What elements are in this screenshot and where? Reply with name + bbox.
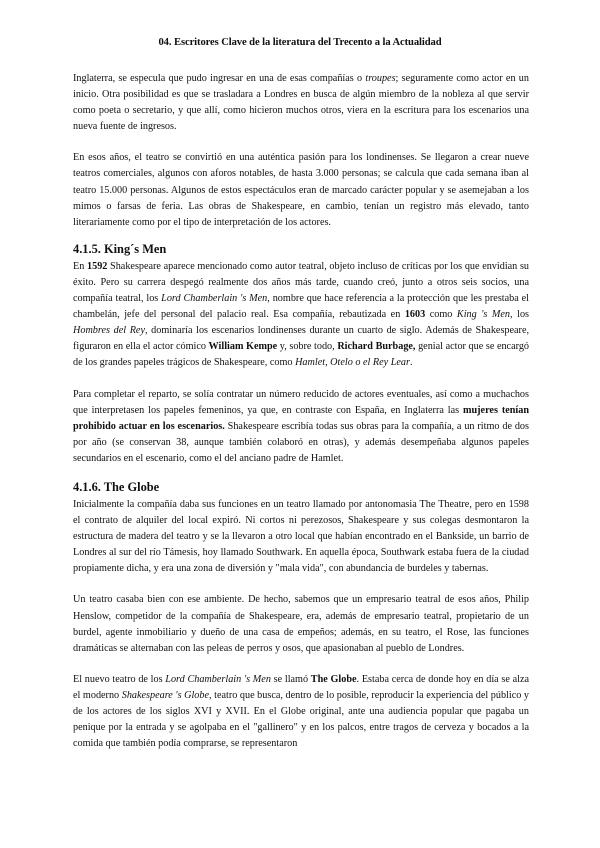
document-body bbox=[73, 71, 529, 752]
paragraph-theatre-passion: En esos años, el teatro se convirtió en una auténtica pasión para los londinenses. Se llegaron a crear nueve teatros comerciales, algunos con aforos notables, de hasta 3.000 personas; se calcula que cada semana iban al teatro 15.000 personas. Algunos de estos espectáculos eran de marcado carácter popular y se asemejaban a los mimos o farsas de feria. Las obras de Shakespeare, en cambio, tenían un registro más elevado, tanto literariamente como por el tipo de interpretación de los actores. bbox=[73, 152, 529, 228]
section-heading-kings-men: 4.1.5. King´s Men bbox=[73, 241, 167, 256]
paragraph-henslow: Un teatro casaba bien con ese ambiente. De hecho, sabemos que un empresario teatral de esos años, Philip Henslow, competidor de la compañía de Shakespeare, era, además de empresario teatral, propietario de un burdel, agente inmobiliario y dueño de una casa de empeños; además, en su teatro, el Rose, las funciones dramáticas se alternaban con las peleas de perros y osos, que apasionaban al pueblo de Londres. bbox=[73, 594, 529, 654]
page-header: 04. Escritores Clave de la literatura del Trecento a la Actualidad bbox=[158, 37, 442, 48]
section-heading-globe: 4.1.6. The Globe bbox=[73, 479, 160, 494]
paragraph-cast: Para completar el reparto, se solía contratar un número reducido de actores eventuales, así como a muchachos que interpretasen los papeles femeninos, ya que, en contraste con España, en Inglaterra las mujeres tenían prohibido actuar en los escenarios. Shakespeare escribía todas sus obras para la compañía, a un ritmo de dos por año (se conservan 38, aunque también colaboró en otras), y además desempeñaba algunos papeles secundarios en el escenario, como el del anciano padre de Hamlet. bbox=[73, 388, 529, 464]
paragraph-the-globe: El nuevo teatro de los Lord Chamberlain 's Men se llamó The Globe. Estaba cerca de donde hoy en día se alza el moderno Shakespeare 's Globe, teatro que busca, dentro de lo posible, reproducir la experiencia del público y de los actores de los siglos XVI y XVII. En el Globe original, ante una audiencia popular que pagaba un penique por la entrada y se agolpaba en el "gallinero" y en los palcos, entre tragos de cerveza y bocados a la comida que también podía comprarse, se representaron bbox=[73, 673, 530, 750]
paragraph-kings-men-company: En 1592 Shakespeare aparece mencionado como autor teatral, objeto incluso de críticas por los que envidian su éxito. Pero su carrera despegó realmente dos años más tarde, cuando creó, junto a otros seis socios, una compañía teatral, los Lord Chamberlain 's Men, nombre que hace referencia a la protección que les prestaba el chambelán, jefe del personal del palacio real. Esa compañía, rebautizada en 1603 como King 's Men, los Hombres del Rey, dominaría los escenarios londinenses durante un cuarto de siglo. Además de Shakespeare, figuraron en ella el actor cómico William Kempe y, sobre todo, Richard Burbage, genial actor que se encargó de los grandes papeles trágicos de Shakespeare, como Hamlet, Otelo o el Rey Lear. bbox=[73, 260, 530, 369]
paragraph-intro: Inglaterra, se especula que pudo ingresar en una de esas compañías o troupes; seguramente como actor en un inicio. Otra posibilidad es que se trasladara a Londres en busca de algún miembro de la nobleza al que servir como poeta o secretario, y que allí, como hicieron muchos otros, viera en la escritura para los escenarios una nueva fuente de ingresos. bbox=[73, 73, 529, 133]
paragraph-the-theatre: Inicialmente la compañía daba sus funciones en un teatro llamado por antonomasia The Theatre, pero en 1598 el contrato de alquiler del local expiró. Ni cortos ni perezosos, Shakespeare y sus colegas desmontaron la estructura de madera del teatro y se la llevaron a otro local que habían encontrado en el Bankside, un barrio de Londres al sur del río Támesis, hoy llamado Southwark. En aquella época, Southwark estaba fuera de la ciudad propiamente dicha, y era una zona de diversión y "mala vida", con abundancia de burdeles y tabernas. bbox=[73, 498, 529, 575]
